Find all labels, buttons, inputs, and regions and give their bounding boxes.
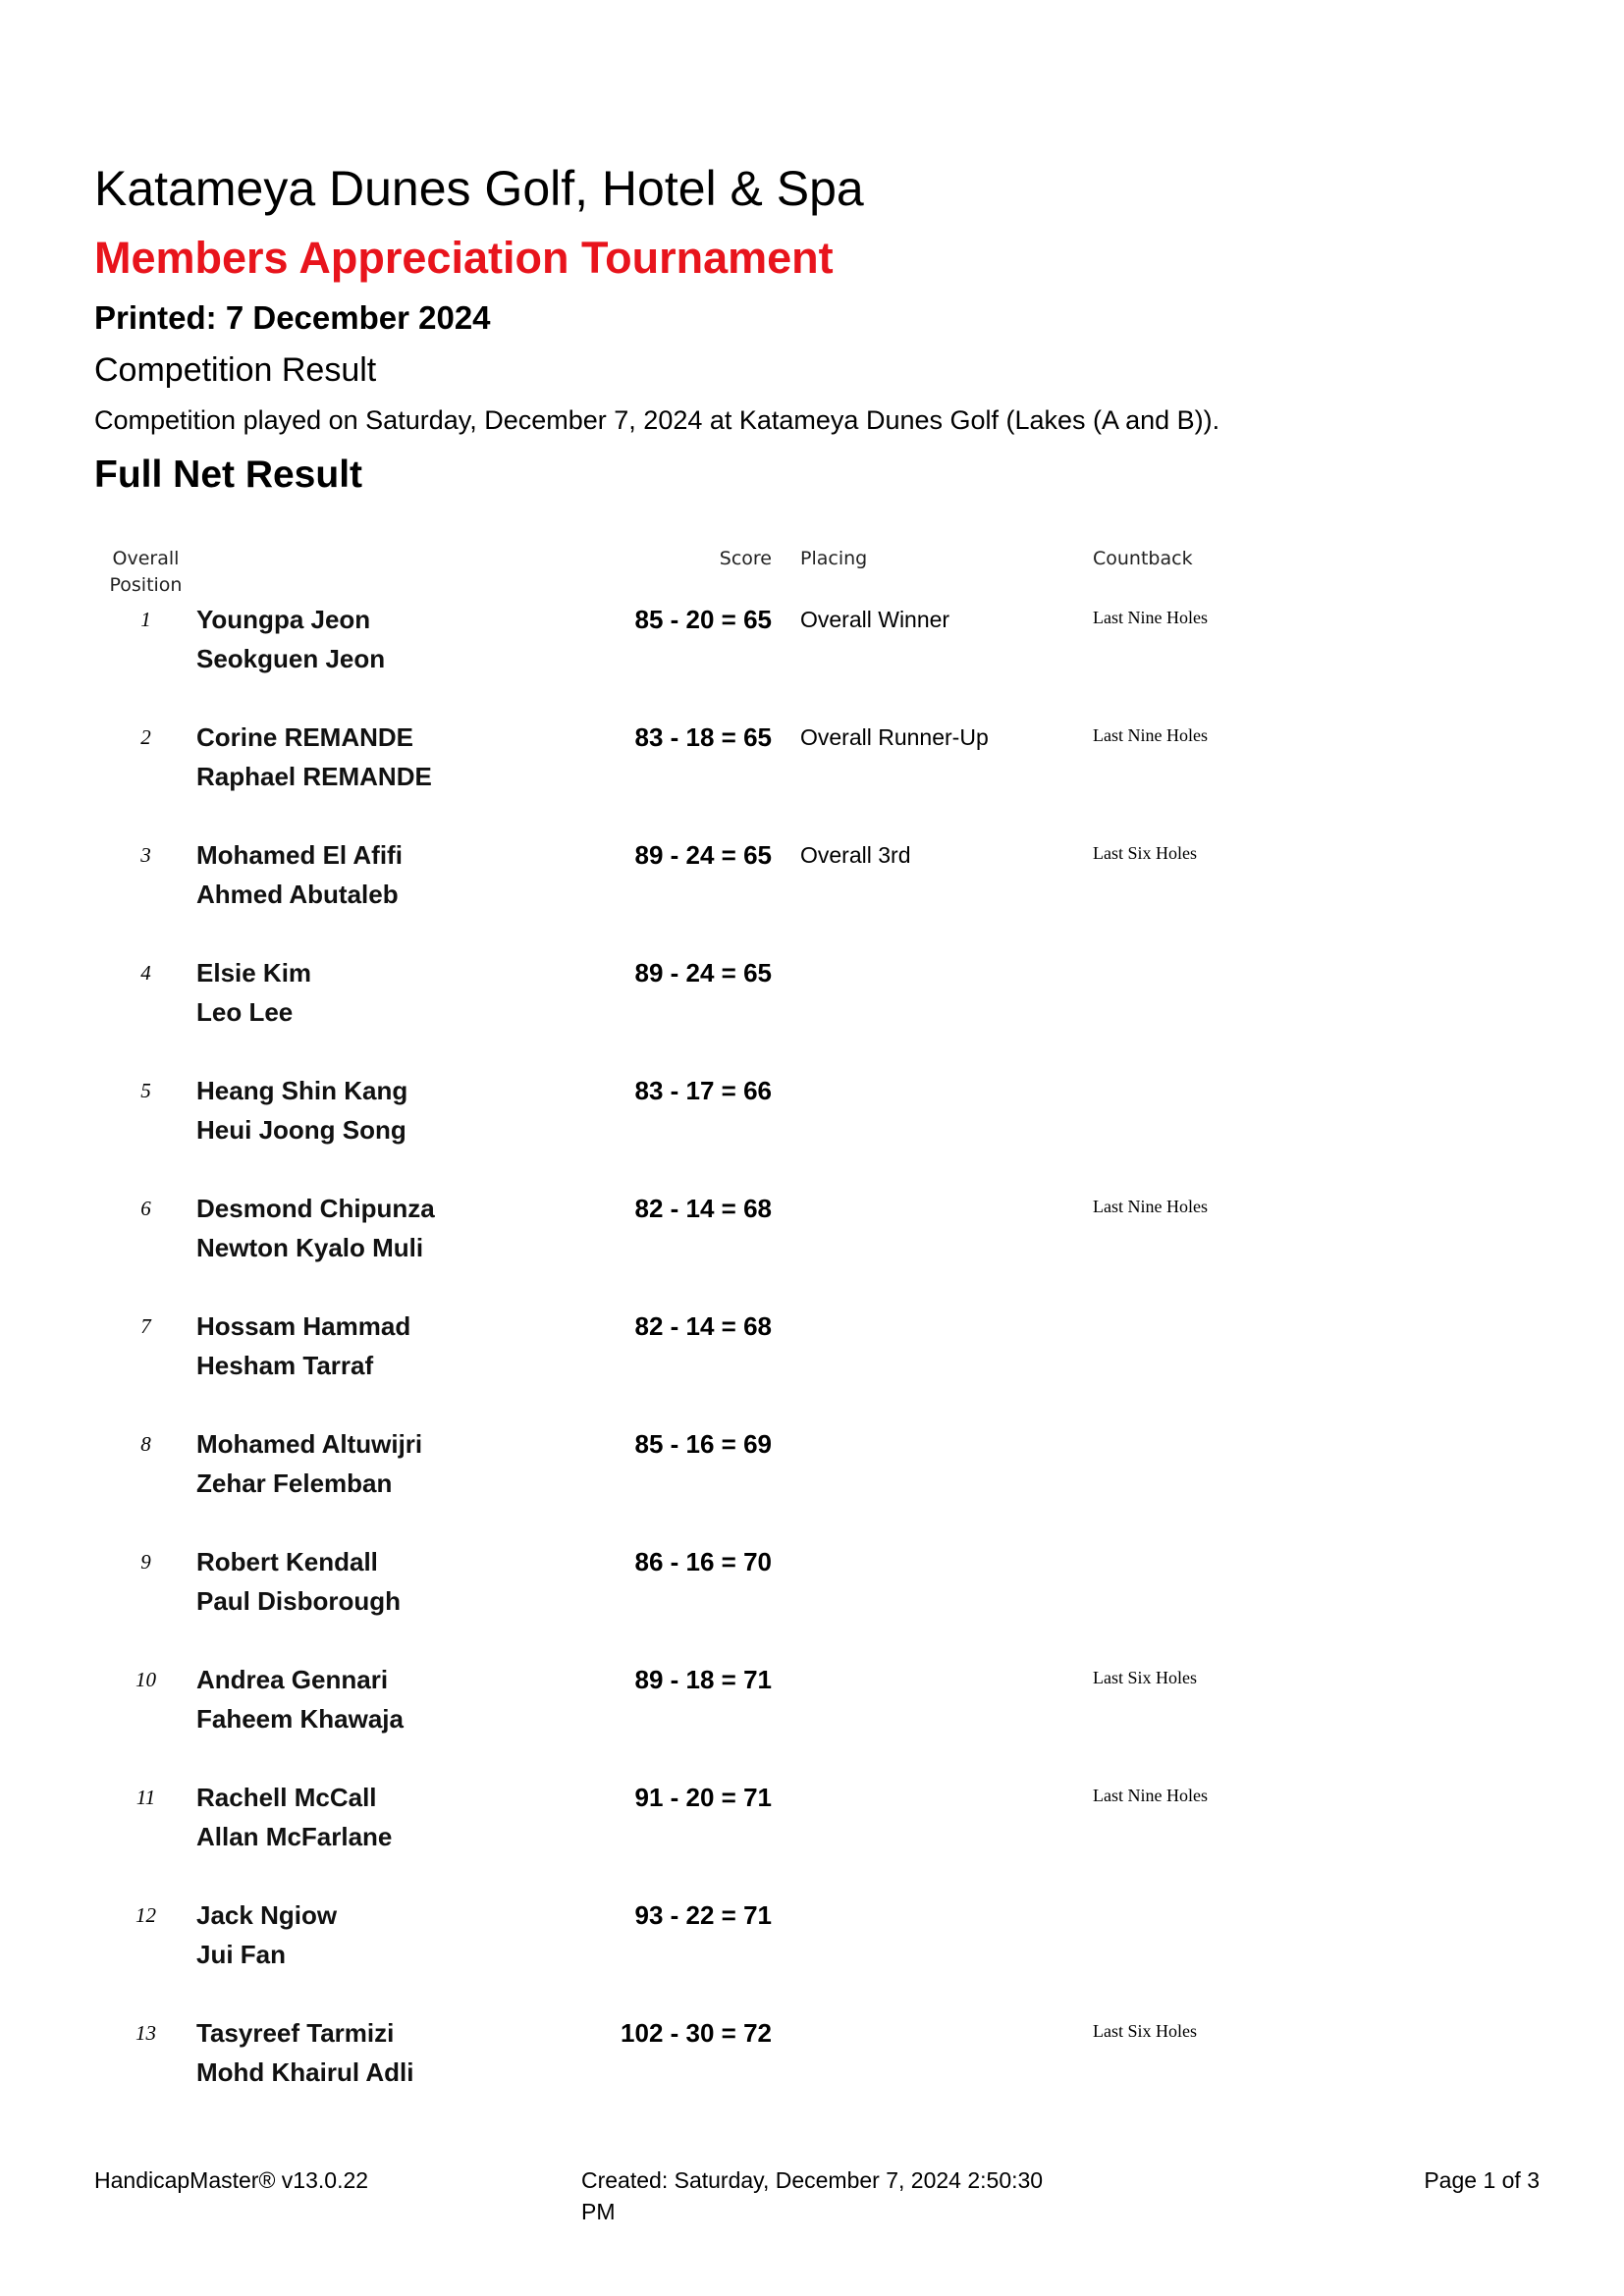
countback-cell: Last Nine Holes — [1093, 725, 1208, 745]
player-1-name: Hossam Hammad — [196, 1311, 411, 1341]
player-1-name: Jack Ngiow — [196, 1900, 338, 1930]
table-row — [0, 1311, 1624, 1410]
player-2-name: Faheem Khawaja — [196, 1704, 404, 1734]
tournament-title: Members Appreciation Tournament — [94, 233, 834, 283]
table-row — [0, 1665, 1624, 1763]
table-row — [0, 1429, 1624, 1527]
player-2-name: Jui Fan — [196, 1940, 287, 1969]
countback-cell: Last Nine Holes — [1093, 1786, 1208, 1805]
position-cell: 8 — [140, 1432, 151, 1456]
position-cell: 2 — [140, 725, 151, 749]
player-1-name: Rachell McCall — [196, 1783, 377, 1812]
table-row — [0, 840, 1624, 938]
player-2-name: Seokguen Jeon — [196, 644, 386, 673]
footer-page-number: Page 1 of 3 — [1424, 2167, 1540, 2193]
score-cell: 85 - 16 = 69 — [634, 1429, 772, 1459]
score-cell: 82 - 14 = 68 — [634, 1194, 772, 1223]
position-cell: 5 — [140, 1079, 151, 1102]
player-1-name: Desmond Chipunza — [196, 1194, 435, 1223]
player-2-name: Leo Lee — [196, 997, 294, 1027]
countback-cell: Last Six Holes — [1093, 843, 1197, 863]
score-cell: 102 - 30 = 72 — [621, 2018, 772, 2048]
column-header-position: Overall Position — [109, 548, 183, 596]
player-1-name: Robert Kendall — [196, 1547, 378, 1576]
column-header-countback: Countback — [1093, 548, 1193, 569]
player-2-name: Ahmed Abutaleb — [196, 880, 399, 909]
player-2-name: Newton Kyalo Muli — [196, 1233, 424, 1262]
player-1-name: Corine REMANDE — [196, 722, 414, 752]
printed-date: Printed: 7 December 2024 — [94, 299, 491, 336]
document-subtitle: Competition Result — [94, 351, 377, 389]
table-row — [0, 605, 1624, 703]
table-row — [0, 1547, 1624, 1645]
placing-cell: Overall Winner — [800, 607, 950, 632]
score-cell: 83 - 18 = 65 — [634, 722, 772, 752]
player-2-name: Paul Disborough — [196, 1586, 401, 1616]
table-row — [0, 1076, 1624, 1174]
column-header-score: Score — [719, 548, 772, 569]
table-row — [0, 958, 1624, 1056]
score-cell: 93 - 22 = 71 — [634, 1900, 772, 1930]
countback-cell: Last Six Holes — [1093, 1668, 1197, 1687]
player-2-name: Mohd Khairul Adli — [196, 2057, 414, 2087]
score-cell: 89 - 18 = 71 — [634, 1665, 772, 1694]
score-cell: 89 - 24 = 65 — [634, 958, 772, 988]
player-1-name: Youngpa Jeon — [196, 605, 371, 634]
position-cell: 13 — [135, 2021, 156, 2045]
table-row — [0, 2018, 1624, 2116]
table-row — [0, 722, 1624, 821]
table-row — [0, 1900, 1624, 1999]
player-1-name: Tasyreef Tarmizi — [196, 2018, 395, 2048]
column-header-placing: Placing — [800, 548, 868, 569]
position-cell: 6 — [140, 1197, 151, 1220]
footer-created: Created: Saturday, December 7, 2024 2:50:30 PM — [581, 2167, 1044, 2224]
player-2-name: Allan McFarlane — [196, 1822, 393, 1851]
player-2-name: Heui Joong Song — [196, 1115, 406, 1145]
player-1-name: Andrea Gennari — [196, 1665, 389, 1694]
table-row — [0, 1783, 1624, 1881]
position-cell: 4 — [140, 961, 151, 985]
venue-title: Katameya Dunes Golf, Hotel & Spa — [94, 161, 864, 216]
score-cell: 85 - 20 = 65 — [634, 605, 772, 634]
player-1-name: Mohamed El Afifi — [196, 840, 403, 870]
player-2-name: Zehar Felemban — [196, 1468, 393, 1498]
position-cell: 1 — [140, 608, 151, 631]
player-2-name: Hesham Tarraf — [196, 1351, 374, 1380]
countback-cell: Last Six Holes — [1093, 2021, 1197, 2041]
score-cell: 89 - 24 = 65 — [634, 840, 772, 870]
position-cell: 12 — [135, 1903, 156, 1927]
countback-cell: Last Nine Holes — [1093, 608, 1208, 627]
score-cell: 86 - 16 = 70 — [634, 1547, 772, 1576]
score-cell: 91 - 20 = 71 — [634, 1783, 772, 1812]
player-1-name: Mohamed Altuwijri — [196, 1429, 423, 1459]
table-row — [0, 1194, 1624, 1292]
section-title: Full Net Result — [94, 454, 363, 496]
player-1-name: Heang Shin Kang — [196, 1076, 408, 1105]
score-cell: 82 - 14 = 68 — [634, 1311, 772, 1341]
placing-cell: Overall Runner-Up — [800, 724, 989, 750]
position-cell: 3 — [140, 843, 151, 867]
position-cell: 9 — [140, 1550, 151, 1574]
footer-software: HandicapMaster® v13.0.22 — [94, 2167, 369, 2193]
position-cell: 11 — [135, 1786, 156, 1809]
countback-cell: Last Nine Holes — [1093, 1197, 1208, 1216]
player-2-name: Raphael REMANDE — [196, 762, 432, 791]
position-cell: 10 — [135, 1668, 156, 1691]
placing-cell: Overall 3rd — [800, 842, 911, 868]
position-cell: 7 — [140, 1314, 151, 1338]
competition-description: Competition played on Saturday, December 7, 2024 at Katameya Dunes Golf (Lakes (A and B)). — [94, 405, 1220, 435]
score-cell: 83 - 17 = 66 — [634, 1076, 772, 1105]
player-1-name: Elsie Kim — [196, 958, 312, 988]
